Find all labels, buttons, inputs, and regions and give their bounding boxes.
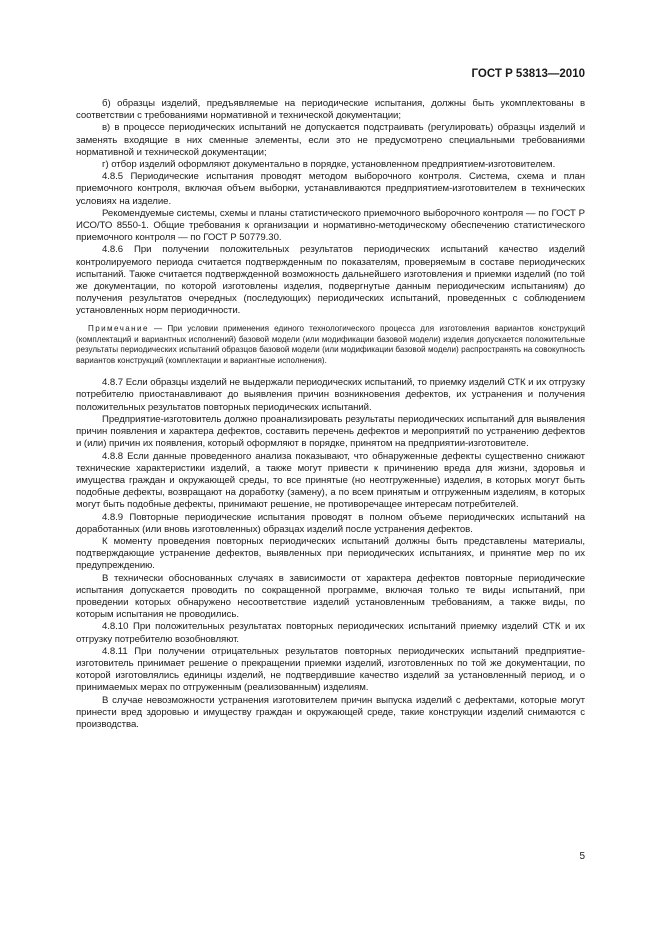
paragraph: К моменту проведения повторных периодических испытаний должны быть представлены материалы, подтверждающие устранение дефектов, выявленных при периодических испытаниях, и принятие мер по их предупреждению.	[76, 535, 585, 572]
paragraph: 4.8.9 Повторные периодические испытания проводят в полном объеме периодических испытаний на доработанных (или вновь изготовленных) образцах изделий после устранения дефектов.	[76, 511, 585, 535]
paragraph: б) образцы изделий, предъявляемые на периодические испытания, должны быть укомплектованы в соответствии с требованиями нормативной и технической документации;	[76, 98, 585, 122]
paragraph: Рекомендуемые системы, схемы и планы статистического приемочного выборочного контроля — по ГОСТ Р ИСО/ТО 8550-1. Общие требования к организации и нормативно-методическому обеспечению статистического приемочного контроля — по ГОСТ Р 50779.30.	[76, 207, 585, 244]
paragraph: 4.8.8 Если данные проведенного анализа показывают, что обнаруженные дефекты существенно снижают технические характеристики изделий, а также могут привести к причинению вреда для жизни, здоровья и имущества граждан и окружающей среды, то все принятые (но неотгруженные) изделия, в которых могут быть подобные дефекты, возвращают на доработку (замену), а по всем принятым и отгруженным изделиям, в которых могут быть подобные дефекты, принимают решение, не противоречащее интересам потребителей.	[76, 450, 585, 511]
paragraph: В случае невозможности устранения изготовителем причин выпуска изделий с дефектами, которые могут принести вред здоровью и имуществу граждан и окружающей среде, такие конструкции изделий снимаются с производства.	[76, 694, 585, 730]
paragraph: 4.8.11 При получении отрицательных результатов повторных периодических испытаний предприятие-изготовитель принимает решение о прекращении приемки изделий, изготовленных по той же документации, по которой изготовлялись единицы изделий, не подтвердившие качество изделий за установленный период, и о принимаемых мерах по отгруженным (реализованным) изделиям.	[76, 645, 585, 694]
paragraph: 4.8.7 Если образцы изделий не выдержали периодических испытаний, то приемку изделий СТК и их отгрузку потребителю приостанавливают до выявления причин возникновения дефектов, их устранения и получения положительных результатов повторных периодических испытаний.	[76, 377, 585, 413]
note	[76, 324, 585, 368]
paragraph: В технически обоснованных случаях в зависимости от характера дефектов повторные периодические испытания допускается проводить по сокращенной программе, включая только те виды испытаний, при проведении которых обнаружено несоответствие изделий установленным требованиям, а также виды, по которым испытания не проводились.	[76, 572, 585, 621]
paragraph: в) в процессе периодических испытаний не допускается подстраивать (регулировать) образцы изделий и заменять входящие в них сменные элементы, если это не предусмотрено специальными требованиями нормативной и технической документации;	[76, 122, 585, 158]
paragraph: 4.8.6 При получении положительных результатов периодических испытаний качество изделий контролируемого периода считается подтвержденным по показателям, проверяемым в составе периодических испытаний. Также считается подтвержденной возможность дальнейшего изготовления и приемки изделий (по той же документации, по которой изготовлены изделия, подвергнутые данным периодическим испытаниям) до получения результатов очередных (последующих) периодических испытаний, проведенных с соблюдением установленных норм периодичности.	[76, 244, 585, 317]
document-body	[76, 98, 585, 731]
page-number: 5	[579, 851, 585, 862]
document-header: ГОСТ Р 53813—2010	[471, 68, 585, 80]
paragraph: 4.8.10 При положительных результатах повторных периодических испытаний приемку изделий СТК и их отгрузку потребителю возобновляют.	[76, 621, 585, 645]
note-label: Примечание	[88, 323, 149, 333]
paragraph: Предприятие-изготовитель должно проанализировать результаты периодических испытаний для выявления причин появления и характера дефектов, составить перечень дефектов и мероприятий по устранению дефектов и (или) причин их появления, который оформляют в порядке, принятом на предприятии-изготовителе.	[76, 413, 585, 450]
paragraph: г) отбор изделий оформляют документально в порядке, установленном предприятием-изготовителем.	[102, 159, 556, 171]
note-text: — При условии применения единого технологического процесса для изготовления вариантов конструкций (комплектаций и вариантных исполнений) базовой модели (или модификации базовой модели) изделия допускается положительные результаты периодических испытаний образцов базовой модели (или модификации базовой модели) распространять на совокупность вариантов конструкций (комплектации и вариантные исполнения).	[76, 323, 585, 366]
paragraph: 4.8.5 Периодические испытания проводят методом выборочного контроля. Система, схема и план приемочного контроля, включая объем выборки, устанавливаются предприятием-изготовителем в технических условиях на изделие.	[76, 171, 585, 207]
